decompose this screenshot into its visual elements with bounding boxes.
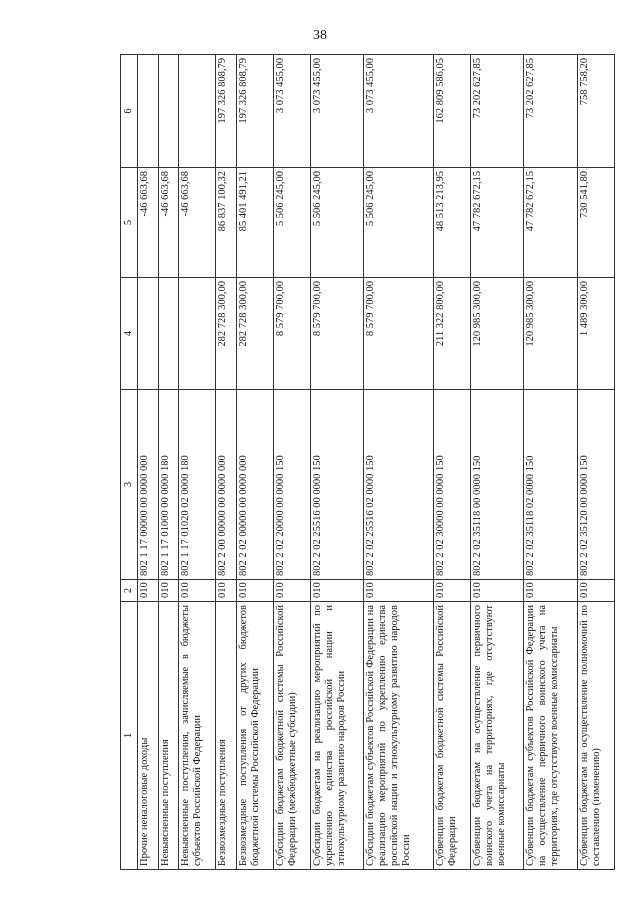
row-col5: 5 506 245,00	[273, 168, 310, 278]
page-number: 38	[313, 28, 327, 43]
row-name: Субвенции бюджетам бюджетной системы Российской Федерации	[433, 602, 470, 870]
row-kbk: 802 2 02 35118 02 0000 150	[524, 390, 577, 580]
row-kbk: 802 2 02 25516 02 0000 150	[364, 390, 434, 580]
column-header: 3	[121, 390, 138, 580]
row-col5: 47 782 672,15	[470, 168, 523, 278]
row-name: Субсидии бюджетам на реализацию мероприятий по укреплению единства российской нации и этнокультурному развитию народов России	[310, 602, 363, 870]
row-col4: 211 322 800,00	[433, 278, 470, 390]
row-col5: 85 401 491,21	[236, 168, 273, 278]
row-kbk: 802 2 02 30000 00 0000 150	[433, 390, 470, 580]
row-col5: -46 663,68	[138, 168, 159, 278]
row-name: Невыясненные поступления, зачисляемые в бюджеты субъектов Российской Федерации	[179, 602, 216, 870]
row-code: 010	[524, 580, 577, 602]
column-header: 4	[121, 278, 138, 390]
table-row	[138, 55, 159, 870]
row-col5: -46 663,68	[179, 168, 216, 278]
row-code: 010	[158, 580, 179, 602]
row-name: Невыясненные поступления	[158, 602, 179, 870]
row-name: Безвозмездные поступления от других бюджетов бюджетной системы Российской Федерации	[236, 602, 273, 870]
row-kbk: 802 1 17 01020 02 0000 180	[179, 390, 216, 580]
table-row	[158, 55, 179, 870]
row-code: 010	[273, 580, 310, 602]
row-code: 010	[138, 580, 159, 602]
column-header: 6	[121, 55, 138, 168]
row-col6: 197 326 808,79	[216, 55, 237, 168]
table-container	[120, 55, 615, 870]
column-header: 5	[121, 168, 138, 278]
row-col5: -46 663,68	[158, 168, 179, 278]
row-col6: 197 326 808,79	[236, 55, 273, 168]
row-col4: 8 579 700,00	[364, 278, 434, 390]
table-row	[524, 55, 577, 870]
row-kbk: 802 1 17 00000 00 0000 000	[138, 390, 159, 580]
row-col6: 73 202 627,85	[524, 55, 577, 168]
table-row	[236, 55, 273, 870]
row-code: 010	[433, 580, 470, 602]
row-name: Безвозмездные поступления	[216, 602, 237, 870]
column-header: 2	[121, 580, 138, 602]
row-col6: 3 073 455,00	[364, 55, 434, 168]
row-col5: 5 506 245,00	[364, 168, 434, 278]
table-row	[273, 55, 310, 870]
table-row	[433, 55, 470, 870]
row-col6: 162 809 586,05	[433, 55, 470, 168]
row-kbk: 802 2 02 35120 00 0000 150	[577, 390, 614, 580]
row-name: Субсидии бюджетам субъектов Российской Федерации на реализацию мероприятий по укреплению единства российской нации и этнокультурному развитию народов России	[364, 602, 434, 870]
row-kbk: 802 2 02 25516 00 0000 150	[310, 390, 363, 580]
row-col6: 758 758,20	[577, 55, 614, 168]
row-col5: 5 506 245,00	[310, 168, 363, 278]
row-kbk: 802 2 00 00000 00 0000 000	[216, 390, 237, 580]
row-code: 010	[577, 580, 614, 602]
row-col5: 47 782 672,15	[524, 168, 577, 278]
table-row	[179, 55, 216, 870]
row-kbk: 802 2 02 35118 00 0000 150	[470, 390, 523, 580]
row-code: 010	[470, 580, 523, 602]
row-kbk: 802 2 02 20000 00 0000 150	[273, 390, 310, 580]
row-col6: 73 202 627,85	[470, 55, 523, 168]
table-row	[216, 55, 237, 870]
row-col4: 8 579 700,00	[273, 278, 310, 390]
row-name: Субвенции бюджетам на осуществление полномочий по составлению (изменению)	[577, 602, 614, 870]
row-name: Субсидии бюджетам бюджетной системы Российской Федерации (межбюджетные субсидии)	[273, 602, 310, 870]
row-col6: 3 073 455,00	[273, 55, 310, 168]
table-row	[364, 55, 434, 870]
row-code: 010	[364, 580, 434, 602]
table-row	[577, 55, 614, 870]
table-row	[470, 55, 523, 870]
column-header: 1	[121, 602, 138, 870]
row-col5: 730 541,80	[577, 168, 614, 278]
row-col6: 3 073 455,00	[310, 55, 363, 168]
row-code: 010	[216, 580, 237, 602]
row-kbk: 802 2 02 00000 00 0000 000	[236, 390, 273, 580]
row-col6	[138, 55, 159, 168]
row-col4: 8 579 700,00	[310, 278, 363, 390]
row-col4	[179, 278, 216, 390]
table-row	[310, 55, 363, 870]
row-code: 010	[179, 580, 216, 602]
row-kbk: 802 1 17 01000 00 0000 180	[158, 390, 179, 580]
row-name: Субвенции бюджетам субъектов Российской Федерации на осуществление первичного воинского учета на территориях, где отсутствуют военные комиссариаты	[524, 602, 577, 870]
row-col4: 282 728 300,00	[236, 278, 273, 390]
row-name: Субвенции бюджетам на осуществление первичного воинского учета на территориях, где отсутствуют военные комиссариаты	[470, 602, 523, 870]
row-col6	[179, 55, 216, 168]
row-col4: 1 489 300,00	[577, 278, 614, 390]
row-code: 010	[236, 580, 273, 602]
row-code: 010	[310, 580, 363, 602]
row-col4	[138, 278, 159, 390]
row-col4: 282 728 300,00	[216, 278, 237, 390]
budget-table	[120, 54, 615, 870]
row-name: Прочие неналоговые доходы	[138, 602, 159, 870]
row-col6	[158, 55, 179, 168]
row-col4: 120 985 300,00	[470, 278, 523, 390]
row-col5: 86 837 100,32	[216, 168, 237, 278]
header-row	[121, 55, 138, 870]
row-col4: 120 985 300,00	[524, 278, 577, 390]
row-col5: 48 513 213,95	[433, 168, 470, 278]
row-col4	[158, 278, 179, 390]
